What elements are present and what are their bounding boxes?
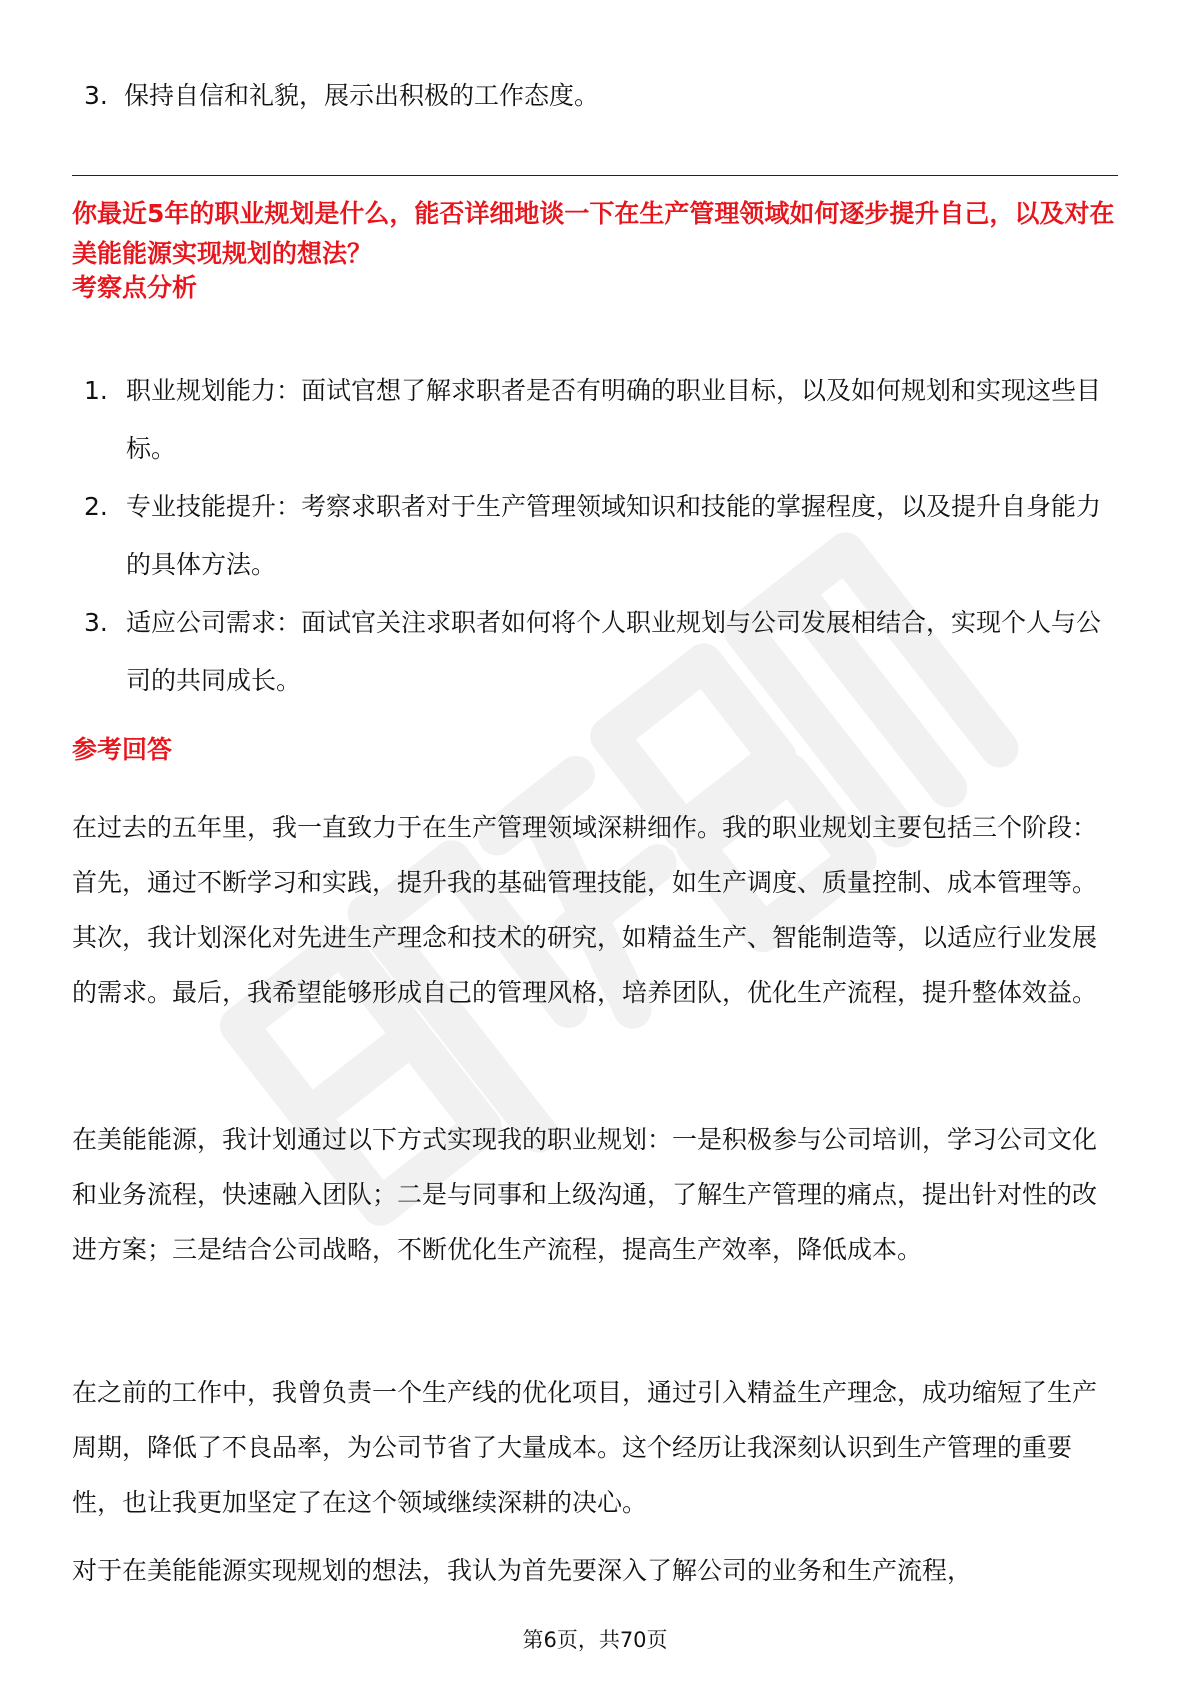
analysis-heading: 考察点分析: [72, 273, 198, 302]
list-item-text: 适应公司需求：面试官关注求职者如何将个人职业规划与公司发展相结合，实现个人与公司的共同成长。: [126, 608, 1102, 695]
list-item-text: 保持自信和礼貌，展示出积极的工作态度。: [124, 81, 600, 110]
analysis-list: [84, 362, 1124, 710]
reference-answer-heading: 参考回答: [72, 735, 173, 764]
list-item-number: 1.: [84, 376, 108, 405]
list-item-text: 职业规划能力：面试官想了解求职者是否有明确的职业目标，以及如何规划和实现这些目标。: [126, 376, 1102, 463]
answer-paragraph: 在之前的工作中，我曾负责一个生产线的优化项目，通过引入精益生产理念，成功缩短了生产周期，降低了不良品率，为公司节省了大量成本。这个经历让我深刻认识到生产管理的重要性，也让我更加坚定了在这个领域继续深耕的决心。: [72, 1378, 1098, 1517]
list-item-number: 3.: [84, 81, 108, 110]
answer-paragraph: 在美能能源，我计划通过以下方式实现我的职业规划：一是积极参与公司培训，学习公司文化和业务流程，快速融入团队；二是与同事和上级沟通，了解生产管理的痛点，提出针对性的改进方案；三是结合公司战略，不断优化生产流程，提高生产效率，降低成本。: [72, 1125, 1098, 1264]
interview-question: 你最近5年的职业规划是什么，能否详细地谈一下在生产管理领域如何逐步提升自己，以及对在美能能源实现规划的想法？: [72, 199, 1115, 268]
section-divider: [72, 175, 1118, 176]
answer-paragraph: 对于在美能能源实现规划的想法，我认为首先要深入了解公司的业务和生产流程，: [72, 1556, 973, 1585]
answer-paragraph: 在过去的五年里，我一直致力于在生产管理领域深耕细作。我的职业规划主要包括三个阶段：首先，通过不断学习和实践，提升我的基础管理技能，如生产调度、质量控制、成本管理等。其次，我计划深化对先进生产理念和技术的研究，如精益生产、智能制造等，以适应行业发展的需求。最后，我希望能够形成自己的管理风格，培养团队，优化生产流程，提升整体效益。: [72, 813, 1098, 1007]
list-item: [84, 594, 1124, 710]
list-item-number: 2.: [84, 492, 108, 521]
list-item-number: 3.: [84, 608, 108, 637]
list-item: [84, 362, 1124, 478]
carryover-list-item: [84, 76, 599, 116]
list-item: [84, 478, 1124, 594]
list-item-text: 专业技能提升：考察求职者对于生产管理领域知识和技能的掌握程度，以及提升自身能力的具体方法。: [126, 492, 1102, 579]
page-footer: 第6页，共70页: [522, 1628, 668, 1652]
